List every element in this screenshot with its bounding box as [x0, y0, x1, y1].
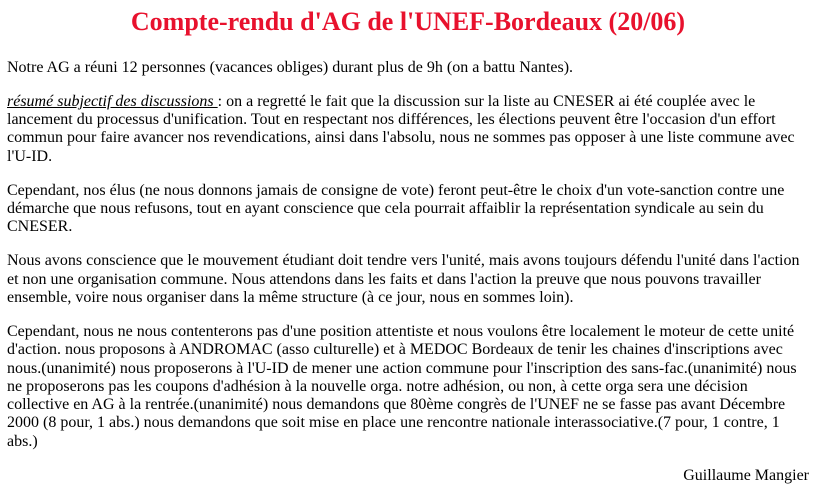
page-title: Compte-rendu d'AG de l'UNEF-Bordeaux (20/06) [130, 7, 686, 36]
paragraph-attendance: Notre AG a réuni 12 personnes (vacances obliges) durant plus de 9h (on a battu Nantes). [7, 58, 574, 76]
paragraph-unite-action: Nous avons conscience que le mouvement étudiant doit tendre vers l'unité, mais avons toujours défendu l'unité dans l'action et non une organisation commune. Nous attendons dans les faits et dans l'action la preuve que nous pouvons travailler ensemble, voire nous organiser dans la même structure (à ce jour, nous en sommes loin). [7, 252, 800, 306]
paragraph-resume-discussions [7, 93, 809, 166]
signature: Guillaume Mangier [683, 466, 809, 484]
resume-subjectif-text: : on a regretté le fait que la discussion sur la liste au CNESER ai été couplée avec le lancement du processus d'unification. Tout en respectant nos différences, les élections peuvent être l'occasion d'un effort commun pour faire avancer nos revendications, ainsi dans l'absolu, nous ne sommes pas opposer à une liste commune avec l'U-ID. [7, 92, 795, 165]
paragraph-propositions-votes: Cependant, nous ne nous contenterons pas d'une position attentiste et nous voulons être localement le moteur de cette unité d'action. nous proposons à ANDROMAC (asso culturelle) et à MEDOC Bordeaux de tenir les chaines d'inscriptions avec nous.(unanimité) nous proposerons à l'U-ID de mener une action commune pour l'inscription des sans-fac.(unanimité) nous ne proposerons pas les coupons d'adhésion à la nouvelle orga. notre adhésion, ou non, à cette orga sera une décision collective en AG à la rentrée.(unanimité) nous demandons que 80ème congrès de l'UNEF ne se fasse pas avant Décembre 2000 (8 pour, 1 abs.) nous demandons que soit mise en place une rencontre nationale interassociative.(7 pour, 1 contre, 1 abs.) [7, 323, 797, 450]
paragraph-vote-sanction: Cependant, nos élus (ne nous donnons jamais de consigne de vote) feront peut-être le choix d'un vote-sanction contre une démarche que nous refusons, tout en ayant conscience que cela pourrait affaiblir la représentation syndicale au sein du CNESER. [7, 181, 785, 236]
resume-subjectif-lead: résumé subjectif des discussions [7, 92, 218, 110]
